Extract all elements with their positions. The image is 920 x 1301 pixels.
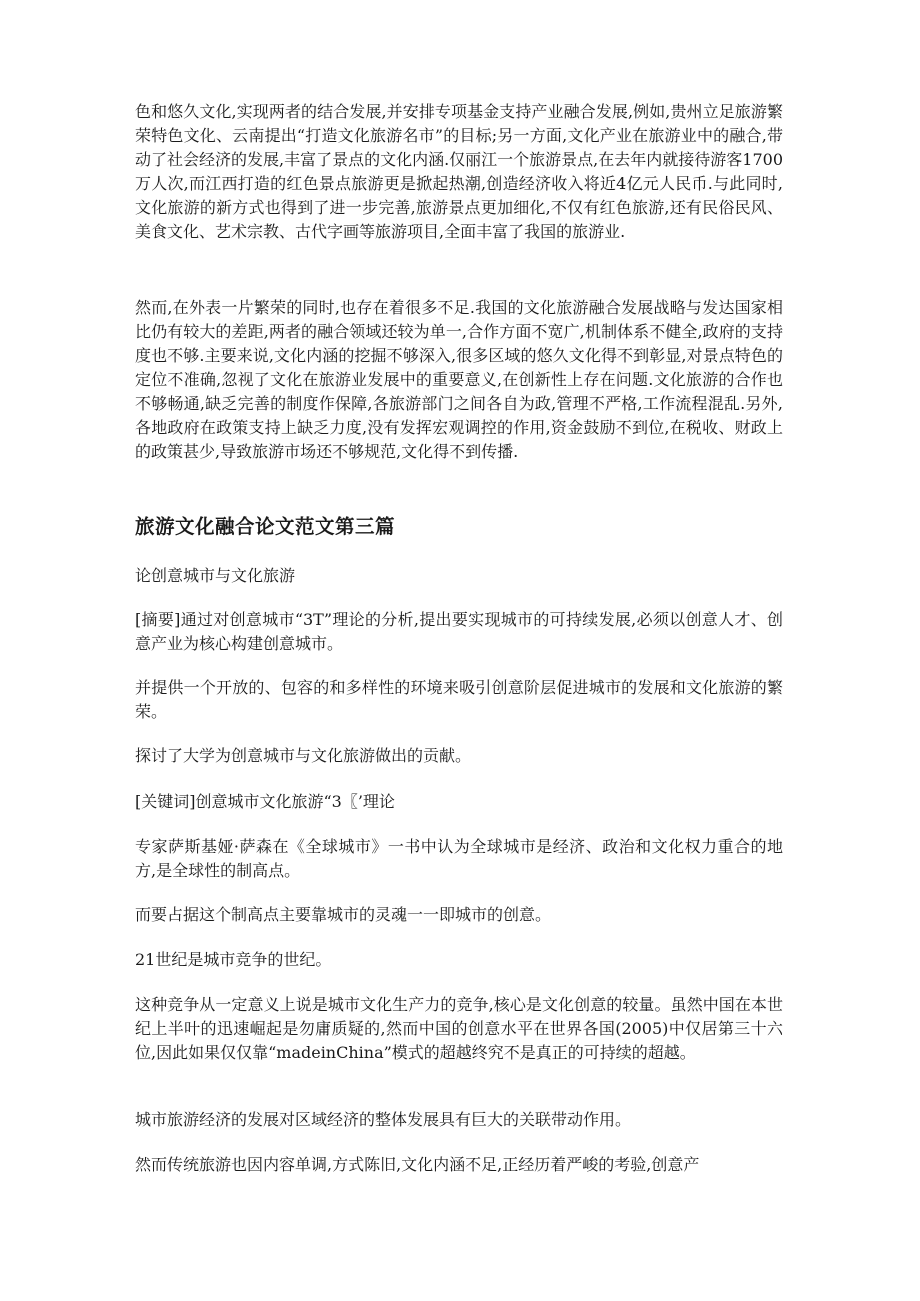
paragraph-culture-tourism-achievements: 色和悠久文化,实现两者的结合发展,并安排专项基金支持产业融合发展,例如,贵州立足旅游繁荣特色文化、云南提出“打造文化旅游名市”的目标;另一方面,文化产业在旅游业中的融合,带动了社会经济的发展,丰富了景点的文化内涵.仅丽江一个旅游景点,在去年内就接待游客1700万人次,而江西打造的红色景点旅游更是掀起热潮,创造经济收入将近4亿元人民币.与此同时,文化旅游的新方式也得到了进一步完善,旅游景点更加细化,不仅有红色旅游,还有民俗民风、美食文化、艺术宗教、古代字画等旅游项目,全面丰富了我国的旅游业. <box>135 102 783 241</box>
paragraph-21st-century: 21世纪是城市竞争的世纪。 <box>135 950 332 969</box>
paragraph-urban-tourism-economy: 城市旅游经济的发展对区域经济的整体发展具有巨大的关联带动作用。 <box>135 1110 632 1129</box>
paragraph-global-city: 专家萨斯基娅·萨森在《全球城市》一书中认为全球城市是经济、政治和文化权力重合的地方,是全球性的制高点。 <box>135 837 783 880</box>
abstract-paragraph: [摘要]通过对创意城市“3T”理论的分析,提出要实现城市的可持续发展,必须以创意人才、创意产业为核心构建创意城市。 <box>135 610 783 653</box>
paragraph-traditional-tourism: 然而传统旅游也因内容单调,方式陈旧,文化内涵不足,正经历着严峻的考验,创意产 <box>135 1155 700 1174</box>
section-heading: 旅游文化融合论文范文第三篇 <box>135 515 396 538</box>
abstract-continuation: 并提供一个开放的、包容的和多样性的环境来吸引创意阶层促进城市的发展和文化旅游的繁荣。 <box>135 678 783 721</box>
keywords-line: [关键词]创意城市文化旅游“3〖’理论 <box>135 792 395 811</box>
article-title: 论创意城市与文化旅游 <box>135 566 296 585</box>
abstract-contribution: 探讨了大学为创意城市与文化旅游做出的贡献。 <box>135 746 472 765</box>
paragraph-shortcomings: 然而,在外表一片繁荣的同时,也存在着很多不足.我国的文化旅游融合发展战略与发达国家相比仍有较大的差距,两者的融合领域还较为单一,合作方面不宽广,机制体系不健全,政府的支持度也不够.主要来说,文化内涵的挖掘不够深入,很多区域的悠久文化得不到彰显,对景点特色的定位不准确,忽视了文化在旅游业发展中的重要意义,在创新性上存在问题.文化旅游的合作也不够畅通,缺乏完善的制度作保障,各旅游部门之间各自为政,管理不严格,工作流程混乱.另外,各地政府在政策支持上缺乏力度,没有发挥宏观调控的作用,资金鼓励不到位,在税收、财政上的政策甚少,导致旅游市场还不够规范,文化得不到传播. <box>135 298 783 461</box>
paragraph-city-soul: 而要占据这个制高点主要靠城市的灵魂一一即城市的创意。 <box>135 905 552 924</box>
paragraph-creative-competition: 这种竞争从一定意义上说是城市文化生产力的竞争,核心是文化创意的较量。虽然中国在本世纪上半叶的迅速崛起是勿庸质疑的,然而中国的创意水平在世界各国(2005)中仅居第三十六位,因此如果仅仅靠“madeinChina”模式的超越终究不是真正的可持续的超越。 <box>135 995 783 1062</box>
